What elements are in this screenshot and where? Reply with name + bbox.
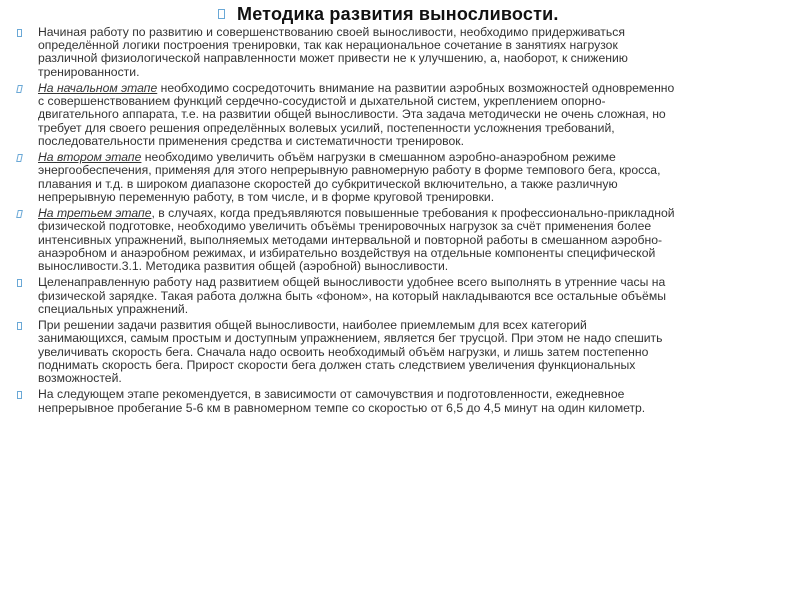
square-bullet-icon xyxy=(17,322,22,330)
text-line: увеличивать скорость бега. Сначала надо освоить необходимый объём нагрузки, и лишь затем постепенно xyxy=(38,344,649,359)
text-line: тренированности. xyxy=(38,64,140,79)
stage-lead: На втором этапе xyxy=(38,150,142,165)
text-line: определённой логики построения тренировки, так как нерациональное сочетание в занятиях нагрузок xyxy=(38,38,618,53)
text-span: необходимо сосредоточить внимание на развитии аэробных возможностей одновременно xyxy=(157,81,675,95)
list-item xyxy=(0,26,800,79)
text-line: физической зарядке. Такая работа должна быть «фоном», на который накладываются все остальные объёмы xyxy=(38,288,666,303)
square-bullet-icon xyxy=(17,29,22,37)
text-line: При решении задачи развития общей выносливости, наиболее приемлемым для всех категорий xyxy=(38,318,587,333)
text-line: физической подготовке, необходимо увеличить объёмы тренировочных нагрузок за счёт применения более xyxy=(38,219,652,234)
list-item xyxy=(0,276,800,316)
text-line: выносливости.3.1. Методика развития общей (аэробной) выносливости. xyxy=(38,259,449,274)
square-bullet-icon xyxy=(16,154,23,162)
text-line: возможностей. xyxy=(38,371,122,386)
text-span: необходимо увеличить объём нагрузки в смешанном аэробно-анаэробном режиме xyxy=(141,150,616,165)
square-bullet-icon xyxy=(17,391,22,399)
text-line: двигательного аппарата, т.е. на развитии общей выносливости. Эта задача методически не очень сложная, но xyxy=(38,107,666,122)
text-line: последовательности применения средства и систематичности тренировок. xyxy=(38,133,465,148)
text-line: требует для своего решения определённых волевых усилий, постепенности усложнения требований, xyxy=(38,120,615,135)
text-line: занимающихся, самым простым и доступным упражнением, является бег трусцой. При этом не надо спешить xyxy=(38,331,663,346)
text-line: поднимать скорость бега. Прирост скорости бега должен стать следствием увеличения функциональных xyxy=(38,357,636,372)
list-item xyxy=(0,207,800,273)
text-line: энергообеспечения, применяя для этого непрерывную равномерную работу в форме темпового бега, кросса, xyxy=(38,163,661,178)
text-line: непрерывное пробегание 5-6 км в равномерном темпе со скоростью от 6,5 до 4,5 минут на один километр. xyxy=(38,400,646,415)
list-item xyxy=(0,151,800,204)
square-bullet-icon xyxy=(218,9,225,19)
stage-lead: На третьем этапе xyxy=(38,206,152,221)
text-line: Начиная работу по развитию и совершенствованию своей выносливости, необходимо придерживаться xyxy=(38,25,625,39)
text-line: специальных упражнений. xyxy=(38,301,189,316)
square-bullet-icon xyxy=(16,210,23,218)
bullet-list xyxy=(0,26,800,418)
list-item xyxy=(0,82,800,148)
text-line: с совершенствованием функций сердечно-сосудистой и дыхательной систем, укреплением опорно- xyxy=(38,94,606,109)
text-line: Целенаправленную работу над развитием общей выносливости удобнее всего выполнять в утренние часы на xyxy=(38,275,666,290)
text-line: различной физиологической направленности может привести не к улучшению, а, наоборот, к снижению xyxy=(38,51,628,66)
list-item xyxy=(0,388,800,414)
square-bullet-icon xyxy=(16,85,23,93)
text-line: плавания и т.д. в широком диапазоне скоростей до субкритической включительно, а также различную xyxy=(38,176,618,191)
title-row xyxy=(0,3,800,25)
text-span: , в случаях, когда предъявляются повышенные требования к профессионально-прикладной xyxy=(151,206,675,221)
text-line: анаэробном и анаэробном режимах, и избирательно воздействуя на отдельные компоненты специфической xyxy=(38,245,656,260)
stage-lead: На начальном этапе xyxy=(38,81,158,95)
slide-title: Методика развития выносливости. xyxy=(237,4,559,24)
list-item xyxy=(0,319,800,385)
square-bullet-icon xyxy=(17,279,22,287)
text-line: непрерывную переменную работу, в том числе, и в форме круговой тренировки. xyxy=(38,189,495,204)
text-line: На следующем этапе рекомендуется, в зависимости от самочувствия и подготовленности, ежедневное xyxy=(38,387,625,402)
text-line: интенсивных упражнений, выполняемых методами интервальной и повторной работы в смешанном аэробно- xyxy=(38,232,663,247)
